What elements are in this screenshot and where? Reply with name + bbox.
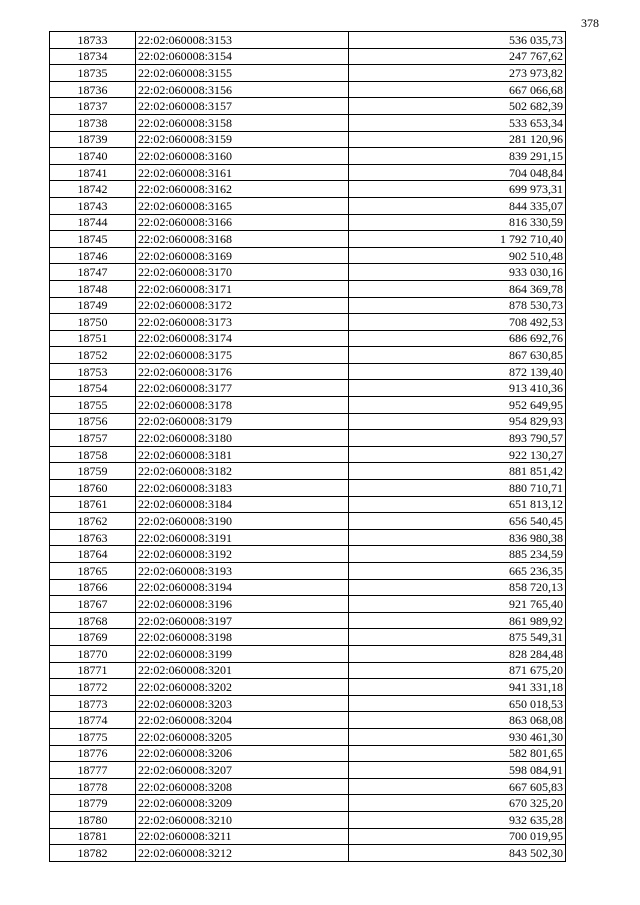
table-body xyxy=(50,32,566,862)
cadastral-value: 650 018,53 xyxy=(349,695,566,712)
table-row xyxy=(50,347,566,364)
table-row xyxy=(50,679,566,696)
row-number: 18734 xyxy=(50,48,136,65)
cadastral-number: 22:02:060008:3191 xyxy=(136,529,349,546)
cadastral-value: 502 682,39 xyxy=(349,98,566,115)
cadastral-number: 22:02:060008:3204 xyxy=(136,712,349,729)
row-number: 18762 xyxy=(50,513,136,530)
row-number: 18766 xyxy=(50,579,136,596)
cadastral-number: 22:02:060008:3206 xyxy=(136,745,349,762)
cadastral-number: 22:02:060008:3173 xyxy=(136,314,349,331)
table-row xyxy=(50,314,566,331)
table-row xyxy=(50,596,566,613)
table-row xyxy=(50,845,566,862)
cadastral-number: 22:02:060008:3168 xyxy=(136,231,349,248)
row-number: 18733 xyxy=(50,32,136,49)
cadastral-value: 932 635,28 xyxy=(349,811,566,828)
cadastral-value: 867 630,85 xyxy=(349,347,566,364)
table-row xyxy=(50,280,566,297)
row-number: 18737 xyxy=(50,98,136,115)
table-row xyxy=(50,712,566,729)
cadastral-number: 22:02:060008:3154 xyxy=(136,48,349,65)
row-number: 18776 xyxy=(50,745,136,762)
cadastral-value: 843 502,30 xyxy=(349,845,566,862)
row-number: 18769 xyxy=(50,629,136,646)
cadastral-value: 536 035,73 xyxy=(349,32,566,49)
row-number: 18736 xyxy=(50,81,136,98)
cadastral-number: 22:02:060008:3198 xyxy=(136,629,349,646)
cadastral-number: 22:02:060008:3199 xyxy=(136,645,349,662)
cadastral-number: 22:02:060008:3169 xyxy=(136,247,349,264)
row-number: 18746 xyxy=(50,247,136,264)
cadastral-value-table xyxy=(49,31,566,862)
row-number: 18758 xyxy=(50,446,136,463)
row-number: 18748 xyxy=(50,280,136,297)
table-row xyxy=(50,48,566,65)
cadastral-value: 864 369,78 xyxy=(349,280,566,297)
row-number: 18739 xyxy=(50,131,136,148)
row-number: 18777 xyxy=(50,762,136,779)
cadastral-value: 880 710,71 xyxy=(349,480,566,497)
table-row xyxy=(50,413,566,430)
table-row xyxy=(50,745,566,762)
table-row xyxy=(50,98,566,115)
row-number: 18761 xyxy=(50,496,136,513)
row-number: 18744 xyxy=(50,214,136,231)
table-row xyxy=(50,463,566,480)
cadastral-number: 22:02:060008:3182 xyxy=(136,463,349,480)
cadastral-value: 881 851,42 xyxy=(349,463,566,480)
cadastral-value: 708 492,53 xyxy=(349,314,566,331)
cadastral-number: 22:02:060008:3156 xyxy=(136,81,349,98)
cadastral-value: 885 234,59 xyxy=(349,546,566,563)
table-row xyxy=(50,446,566,463)
cadastral-number: 22:02:060008:3181 xyxy=(136,446,349,463)
row-number: 18772 xyxy=(50,679,136,696)
row-number: 18757 xyxy=(50,430,136,447)
row-number: 18749 xyxy=(50,297,136,314)
row-number: 18742 xyxy=(50,181,136,198)
cadastral-value: 656 540,45 xyxy=(349,513,566,530)
table-row xyxy=(50,32,566,49)
cadastral-value: 933 030,16 xyxy=(349,264,566,281)
cadastral-value: 667 066,68 xyxy=(349,81,566,98)
row-number: 18763 xyxy=(50,529,136,546)
cadastral-value: 598 084,91 xyxy=(349,762,566,779)
table-row xyxy=(50,811,566,828)
cadastral-number: 22:02:060008:3184 xyxy=(136,496,349,513)
cadastral-number: 22:02:060008:3171 xyxy=(136,280,349,297)
cadastral-number: 22:02:060008:3180 xyxy=(136,430,349,447)
cadastral-number: 22:02:060008:3203 xyxy=(136,695,349,712)
cadastral-value: 670 325,20 xyxy=(349,795,566,812)
table-row xyxy=(50,778,566,795)
row-number: 18768 xyxy=(50,612,136,629)
row-number: 18780 xyxy=(50,811,136,828)
cadastral-number: 22:02:060008:3161 xyxy=(136,164,349,181)
cadastral-value: 941 331,18 xyxy=(349,679,566,696)
cadastral-value: 816 330,59 xyxy=(349,214,566,231)
cadastral-value: 861 989,92 xyxy=(349,612,566,629)
cadastral-value: 913 410,36 xyxy=(349,380,566,397)
cadastral-value: 700 019,95 xyxy=(349,828,566,845)
cadastral-value: 667 605,83 xyxy=(349,778,566,795)
cadastral-number: 22:02:060008:3178 xyxy=(136,397,349,414)
cadastral-number: 22:02:060008:3201 xyxy=(136,662,349,679)
table-row xyxy=(50,363,566,380)
cadastral-number: 22:02:060008:3212 xyxy=(136,845,349,862)
cadastral-value: 922 130,27 xyxy=(349,446,566,463)
cadastral-number: 22:02:060008:3208 xyxy=(136,778,349,795)
row-number: 18751 xyxy=(50,330,136,347)
row-number: 18764 xyxy=(50,546,136,563)
table-row xyxy=(50,645,566,662)
row-number: 18747 xyxy=(50,264,136,281)
table-row xyxy=(50,546,566,563)
cadastral-number: 22:02:060008:3170 xyxy=(136,264,349,281)
cadastral-value: 921 765,40 xyxy=(349,596,566,613)
cadastral-number: 22:02:060008:3159 xyxy=(136,131,349,148)
cadastral-value: 875 549,31 xyxy=(349,629,566,646)
cadastral-number: 22:02:060008:3162 xyxy=(136,181,349,198)
cadastral-number: 22:02:060008:3210 xyxy=(136,811,349,828)
row-number: 18760 xyxy=(50,480,136,497)
table-row xyxy=(50,762,566,779)
row-number: 18753 xyxy=(50,363,136,380)
cadastral-value: 836 980,38 xyxy=(349,529,566,546)
row-number: 18765 xyxy=(50,563,136,580)
cadastral-value: 281 120,96 xyxy=(349,131,566,148)
table-row xyxy=(50,695,566,712)
table-row xyxy=(50,148,566,165)
cadastral-value: 651 813,12 xyxy=(349,496,566,513)
row-number: 18743 xyxy=(50,197,136,214)
table-row xyxy=(50,529,566,546)
row-number: 18745 xyxy=(50,231,136,248)
cadastral-value: 665 236,35 xyxy=(349,563,566,580)
cadastral-value: 686 692,76 xyxy=(349,330,566,347)
row-number: 18771 xyxy=(50,662,136,679)
table-row xyxy=(50,513,566,530)
table-row xyxy=(50,330,566,347)
table-row xyxy=(50,114,566,131)
table-row xyxy=(50,164,566,181)
row-number: 18767 xyxy=(50,596,136,613)
cadastral-number: 22:02:060008:3158 xyxy=(136,114,349,131)
table-row xyxy=(50,662,566,679)
table-row xyxy=(50,197,566,214)
row-number: 18738 xyxy=(50,114,136,131)
cadastral-number: 22:02:060008:3202 xyxy=(136,679,349,696)
table-row xyxy=(50,131,566,148)
cadastral-value: 582 801,65 xyxy=(349,745,566,762)
cadastral-number: 22:02:060008:3176 xyxy=(136,363,349,380)
row-number: 18740 xyxy=(50,148,136,165)
cadastral-value: 952 649,95 xyxy=(349,397,566,414)
row-number: 18741 xyxy=(50,164,136,181)
cadastral-value: 839 291,15 xyxy=(349,148,566,165)
cadastral-number: 22:02:060008:3192 xyxy=(136,546,349,563)
cadastral-value: 247 767,62 xyxy=(349,48,566,65)
cadastral-number: 22:02:060008:3196 xyxy=(136,596,349,613)
cadastral-value: 699 973,31 xyxy=(349,181,566,198)
row-number: 18756 xyxy=(50,413,136,430)
table-row xyxy=(50,496,566,513)
cadastral-number: 22:02:060008:3175 xyxy=(136,347,349,364)
cadastral-value: 878 530,73 xyxy=(349,297,566,314)
cadastral-value: 871 675,20 xyxy=(349,662,566,679)
row-number: 18781 xyxy=(50,828,136,845)
table-row xyxy=(50,795,566,812)
row-number: 18774 xyxy=(50,712,136,729)
table-row xyxy=(50,430,566,447)
cadastral-number: 22:02:060008:3165 xyxy=(136,197,349,214)
row-number: 18775 xyxy=(50,728,136,745)
cadastral-value: 273 973,82 xyxy=(349,65,566,82)
row-number: 18754 xyxy=(50,380,136,397)
cadastral-value: 844 335,07 xyxy=(349,197,566,214)
table-row xyxy=(50,181,566,198)
cadastral-value: 954 829,93 xyxy=(349,413,566,430)
table-row xyxy=(50,397,566,414)
cadastral-number: 22:02:060008:3190 xyxy=(136,513,349,530)
cadastral-number: 22:02:060008:3194 xyxy=(136,579,349,596)
row-number: 18770 xyxy=(50,645,136,662)
table-row xyxy=(50,480,566,497)
cadastral-number: 22:02:060008:3166 xyxy=(136,214,349,231)
row-number: 18755 xyxy=(50,397,136,414)
row-number: 18782 xyxy=(50,845,136,862)
table-row xyxy=(50,297,566,314)
table-row xyxy=(50,81,566,98)
cadastral-number: 22:02:060008:3197 xyxy=(136,612,349,629)
table-row xyxy=(50,380,566,397)
row-number: 18752 xyxy=(50,347,136,364)
cadastral-number: 22:02:060008:3209 xyxy=(136,795,349,812)
cadastral-number: 22:02:060008:3177 xyxy=(136,380,349,397)
table-row xyxy=(50,264,566,281)
cadastral-number: 22:02:060008:3205 xyxy=(136,728,349,745)
cadastral-value: 704 048,84 xyxy=(349,164,566,181)
cadastral-value: 893 790,57 xyxy=(349,430,566,447)
cadastral-number: 22:02:060008:3157 xyxy=(136,98,349,115)
table-row xyxy=(50,247,566,264)
page-number: 378 xyxy=(581,16,599,30)
cadastral-value: 863 068,08 xyxy=(349,712,566,729)
row-number: 18779 xyxy=(50,795,136,812)
cadastral-number: 22:02:060008:3211 xyxy=(136,828,349,845)
cadastral-number: 22:02:060008:3207 xyxy=(136,762,349,779)
table-row xyxy=(50,231,566,248)
table-row xyxy=(50,629,566,646)
cadastral-value: 872 139,40 xyxy=(349,363,566,380)
cadastral-number: 22:02:060008:3183 xyxy=(136,480,349,497)
cadastral-number: 22:02:060008:3193 xyxy=(136,563,349,580)
cadastral-value: 858 720,13 xyxy=(349,579,566,596)
row-number: 18750 xyxy=(50,314,136,331)
cadastral-value: 533 653,34 xyxy=(349,114,566,131)
cadastral-number: 22:02:060008:3153 xyxy=(136,32,349,49)
cadastral-number: 22:02:060008:3174 xyxy=(136,330,349,347)
cadastral-number: 22:02:060008:3179 xyxy=(136,413,349,430)
cadastral-value: 930 461,30 xyxy=(349,728,566,745)
row-number: 18759 xyxy=(50,463,136,480)
cadastral-value: 902 510,48 xyxy=(349,247,566,264)
table-row xyxy=(50,828,566,845)
table-row xyxy=(50,214,566,231)
cadastral-value: 1 792 710,40 xyxy=(349,231,566,248)
table-row xyxy=(50,563,566,580)
table-row xyxy=(50,65,566,82)
cadastral-number: 22:02:060008:3155 xyxy=(136,65,349,82)
row-number: 18773 xyxy=(50,695,136,712)
cadastral-value: 828 284,48 xyxy=(349,645,566,662)
row-number: 18735 xyxy=(50,65,136,82)
table-row xyxy=(50,579,566,596)
table-row xyxy=(50,612,566,629)
row-number: 18778 xyxy=(50,778,136,795)
cadastral-number: 22:02:060008:3160 xyxy=(136,148,349,165)
cadastral-number: 22:02:060008:3172 xyxy=(136,297,349,314)
table-row xyxy=(50,728,566,745)
